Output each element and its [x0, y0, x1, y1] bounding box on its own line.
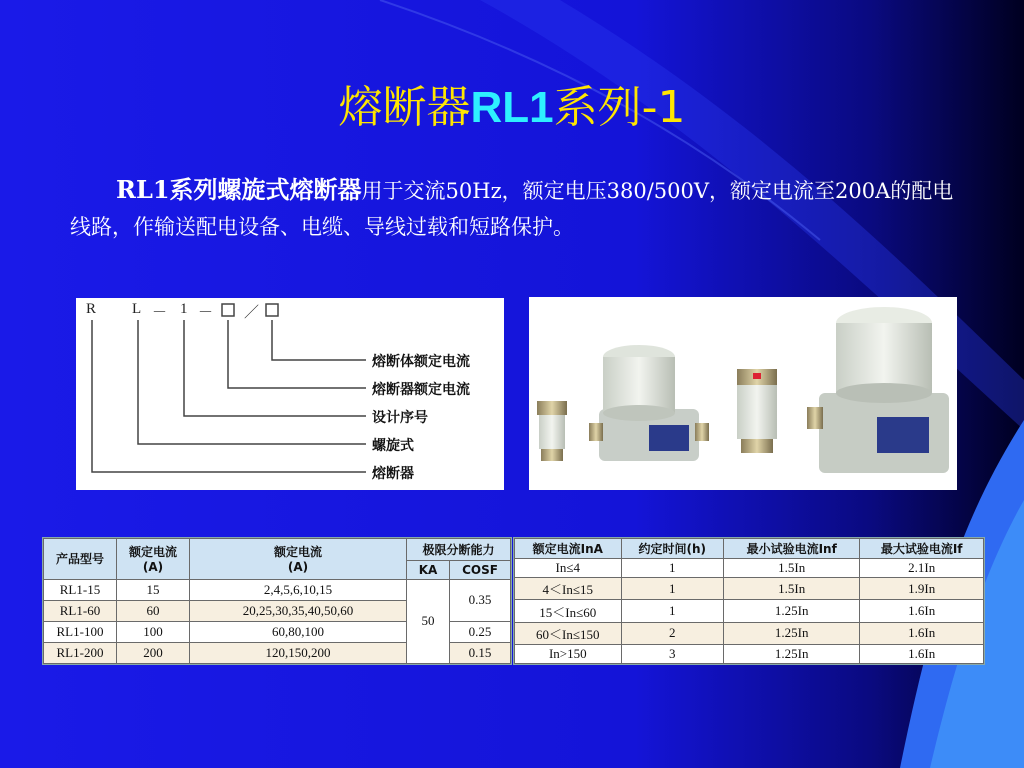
table-row	[515, 559, 984, 578]
cell: 1.6In	[860, 644, 984, 663]
cell-fuse: 60,80,100	[190, 621, 407, 642]
cell: 1.9In	[860, 578, 984, 600]
th-fuse-rated	[190, 539, 407, 580]
th-model	[44, 539, 117, 580]
th-max: 最大试验电流If	[860, 539, 984, 559]
cell: 60＜In≤150	[515, 622, 622, 644]
cell-fuse: 20,25,30,35,40,50,60	[190, 600, 407, 621]
model-code-diagram	[76, 298, 504, 490]
label-fuse-link-current: 熔断体额定电流	[372, 354, 470, 370]
cell: 4＜In≤15	[515, 578, 622, 600]
table-row	[515, 578, 984, 600]
code-r: R	[86, 301, 97, 317]
cell-model: RL1-100	[44, 621, 117, 642]
code-1: 1	[180, 301, 188, 317]
cell-cosf: 0.15	[450, 642, 511, 663]
cell-model: RL1-15	[44, 579, 117, 600]
middle-cartridge	[737, 369, 777, 453]
cell-rated: 60	[117, 600, 190, 621]
cell: 2	[621, 622, 723, 644]
slide-title	[0, 78, 1024, 138]
th-rated	[117, 539, 190, 580]
code-l: L	[132, 301, 142, 317]
cell: 1.6In	[860, 622, 984, 644]
table-row	[515, 644, 984, 663]
th-in: 额定电流InA	[515, 539, 622, 559]
label-design-number: 设计序号	[372, 410, 428, 426]
cell: 1.25In	[724, 622, 860, 644]
title-part-3: 系列-1	[553, 82, 686, 133]
cell-ka: 50	[407, 579, 450, 663]
spec-table	[43, 538, 511, 664]
cell: 1.5In	[724, 578, 860, 600]
cell: In>150	[515, 644, 622, 663]
cell: In≤4	[515, 559, 622, 578]
cell: 15＜In≤60	[515, 600, 622, 622]
label-fuse: 熔断器	[372, 466, 414, 482]
cell-rated: 15	[117, 579, 190, 600]
large-fuse	[807, 307, 949, 473]
th-min: 最小试验电流Inf	[724, 539, 860, 559]
th-ka	[407, 561, 450, 580]
cell-model: RL1-200	[44, 642, 117, 663]
cell-rated: 200	[117, 642, 190, 663]
cell: 1.5In	[724, 559, 860, 578]
th-capacity	[407, 539, 511, 561]
medium-fuse	[589, 345, 709, 461]
code-dash-2: －	[198, 305, 214, 321]
intro-emphasis: RL1系列螺旋式熔断器	[116, 175, 362, 204]
table-row	[44, 579, 511, 600]
th-time: 约定时间(h)	[621, 539, 723, 559]
cell: 1	[621, 600, 723, 622]
title-part-2: RL1	[470, 83, 554, 132]
fuse-illustration	[529, 297, 957, 490]
th-cosf-text: COSF	[462, 563, 498, 578]
label-fuse-rated-current: 熔断器额定电流	[372, 382, 470, 398]
cell-rated: 100	[117, 621, 190, 642]
label-spiral-type: 螺旋式	[372, 438, 414, 454]
cell-fuse: 2,4,5,6,10,15	[190, 579, 407, 600]
th-model-text: 产品型号	[55, 552, 104, 567]
cell-cosf: 0.25	[450, 621, 511, 642]
intro-text: 用于交流50Hz，额定电压380/500V，额定电流至200A的配电线路，作输送配电设备、电缆、导线过载和短路保护。	[70, 179, 954, 239]
th-cosf	[450, 561, 511, 580]
th-capacity-text: 极限分断能力	[422, 543, 495, 558]
title-part-1: 熔断器	[338, 82, 471, 133]
intro-paragraph	[70, 172, 970, 245]
small-cartridge-left	[537, 401, 567, 461]
th-ka-text: KA	[418, 563, 438, 578]
cell-cosf: 0.35	[450, 579, 511, 621]
th-rated-text: 额定电流 (A)	[128, 545, 177, 575]
cell-fuse: 120,150,200	[190, 642, 407, 663]
spec-table-wrap	[42, 537, 512, 665]
test-table-wrap	[513, 537, 985, 665]
product-photo	[529, 297, 957, 490]
cell: 2.1In	[860, 559, 984, 578]
cell-model: RL1-60	[44, 600, 117, 621]
cell: 1	[621, 578, 723, 600]
code-slash: ／	[244, 305, 260, 321]
cell: 1.6In	[860, 600, 984, 622]
th-fuse-rated-text: 额定电流 (A)	[273, 545, 322, 575]
table-row	[515, 600, 984, 622]
cell: 1	[621, 559, 723, 578]
test-current-table	[514, 538, 984, 664]
table-row	[515, 622, 984, 644]
cell: 3	[621, 644, 723, 663]
code-dash-1: －	[152, 305, 168, 321]
cell: 1.25In	[724, 644, 860, 663]
cell: 1.25In	[724, 600, 860, 622]
